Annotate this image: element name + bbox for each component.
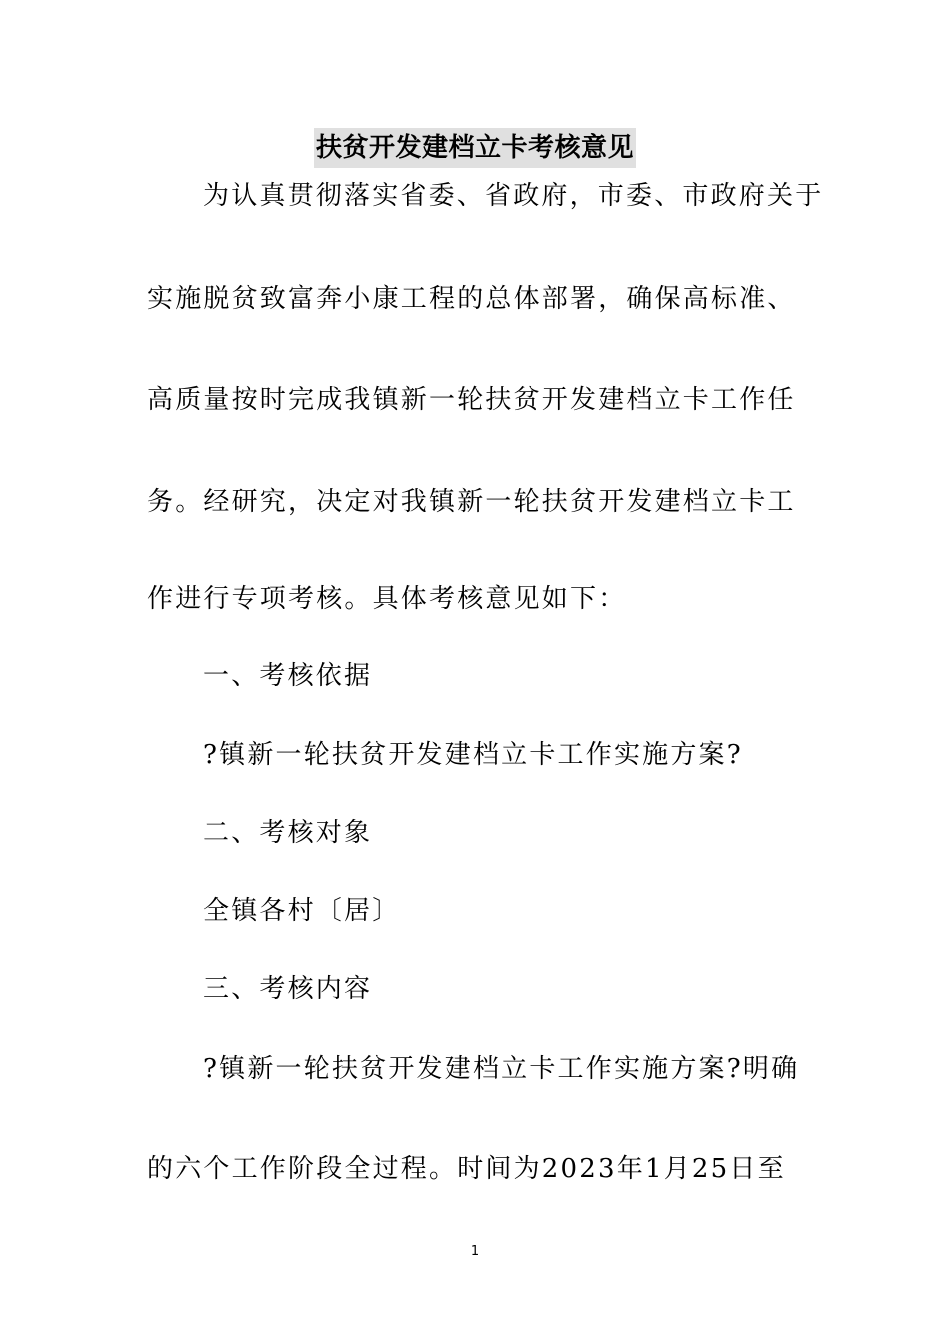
paragraph-line: 务。经研究，决定对我镇新一轮扶贫开发建档立卡工 [147,487,796,517]
paragraph-line: 全镇各村〔居〕 [203,896,401,926]
paragraph-line: 实施脱贫致富奔小康工程的总体部署，确保高标准、 [147,284,796,314]
section-heading: 二、考核对象 [203,818,373,848]
paragraph-line: 为认真贯彻落实省委、省政府，市委、市政府关于 [203,181,824,211]
title-container [0,128,950,168]
document-title: 扶贫开发建档立卡考核意见 [314,128,636,168]
paragraph-line: 的六个工作阶段全过程。时间为2023年1月25日至 [147,1154,786,1184]
section-heading: 一、考核依据 [203,661,373,691]
section-heading: 三、考核内容 [203,974,373,1004]
paragraph-line: 作进行专项考核。具体考核意见如下： [147,584,627,614]
page-number: 1 [470,1244,480,1259]
paragraph-line: 高质量按时完成我镇新一轮扶贫开发建档立卡工作任 [147,385,796,415]
paragraph-line: ?镇新一轮扶贫开发建档立卡工作实施方案? [203,740,743,770]
paragraph-line: ?镇新一轮扶贫开发建档立卡工作实施方案?明确 [203,1054,800,1084]
